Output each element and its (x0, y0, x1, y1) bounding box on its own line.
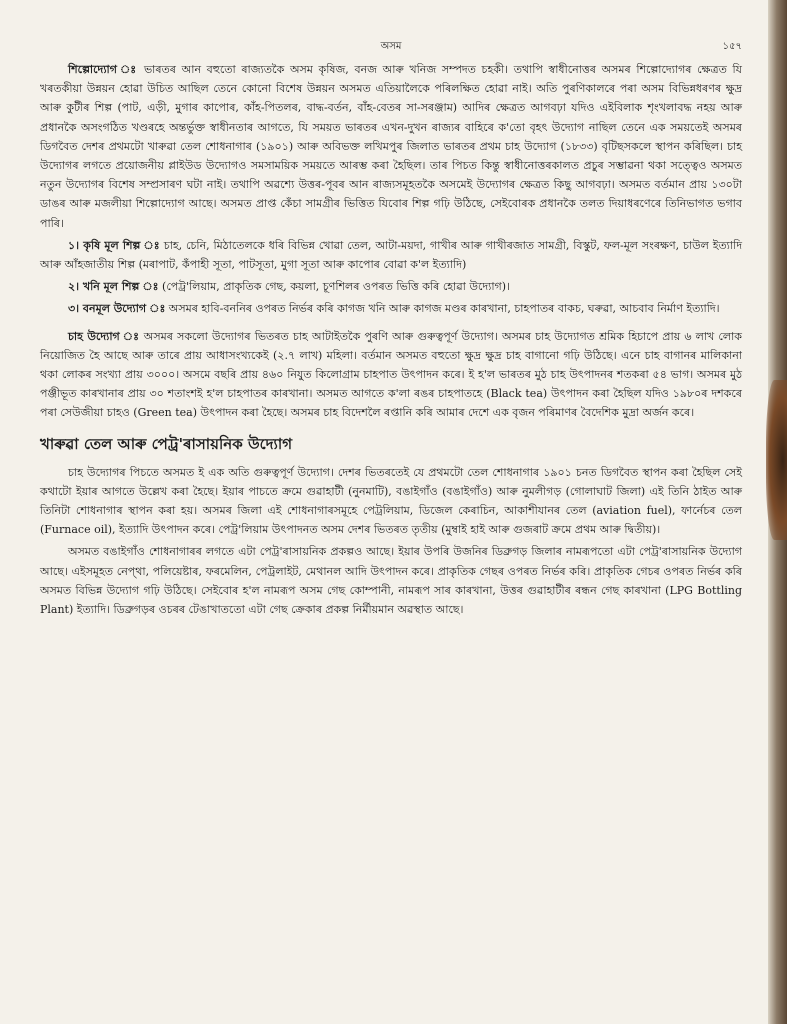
page-header (40, 40, 742, 54)
heading-industry: শিল্পোদ্যোগ ঃ (68, 63, 139, 76)
heading-mineral-based: ২। খনি মূল শিল্প ঃ (68, 280, 159, 294)
page-number: ১৫৭ (722, 41, 742, 52)
paragraph-petrochemical: অসমত বঙাইগাঁও শোধনাগাৰৰ লগতে এটা পেট্ৰ'ৰাসায়নিক প্ৰকল্পও আছে। ইয়াৰ উপৰি উজনিৰ ডিব্ৰুগড় জিলাৰ নামৰূপতো এটা পেট্ৰ'ৰাসায়নিক উদ্যোগ আছে। এইসমূহত নেপ্থা, পলিয়েষ্টাৰ, ফৰমেলিন, পেট্ৰলাইট, মেথানল আদি উৎপাদন কৰে। প্ৰাকৃতিক গেছৰ ওপৰত নিৰ্ভৰ কৰি। প্ৰাকৃতিক গেচৰ ওপৰত নিৰ্ভৰ কৰি অসমত বিভিন্ন উদ্যোগ গঢ়ি উঠিছে। সেইবোৰ হ'ল নামৰূপ অসম গেছ কোম্পানী, নামৰূপ সাৰ কাৰখানা, উত্তৰ গুৱাহাটীৰ ৰন্ধন গেছ কাৰখানা (LPG Bottling Plant) ইত্যাদি। ডিব্ৰুগড়ৰ ওচৰৰ টেঙাখাততো এটা গেছ ক্ৰেকাৰ প্ৰকল্প নিৰ্মীয়মান অৱস্থাত আছে। (40, 545, 742, 617)
text-industry-intro: ভাৰতৰ আন বহুতো ৰাজ্যতকৈ অসম কৃষিজ, বনজ আৰু খনিজ সম্পদত চহকী। তথাপি স্বাধীনোত্তৰ অসমৰ শিল্পোদ্যোগৰ ক্ষেত্ৰত যি খৰতকীয়া উন্নয়ন হোৱা উচিত আছিল তেনে কোনো বিশেষ উন্নয়ন অসমত এতিয়ালৈকে পৰিলক্ষিত হোৱা নাই। অতি পুৰণিকালৰে পৰা অসম বিভিন্নধৰণৰ ক্ষুদ্ৰ আৰু কুটীৰ শিল্প (পাট, এড়ী, মুগাৰ কাপোৰ, কাঁহ-পিতলৰ, বাদ্ধ-বৰ্তন, বাঁহ-বেতৰ সা-সৰঞ্জাম) আদিৰ ক্ষেত্ৰত আগবঢ়া যদিও এইবিলাক শৃংখলাবদ্ধ নহয় আৰু প্ৰধানকৈ অসংগঠিত খণ্ডৰহে অন্তৰ্ভুক্ত স্বাধীনতাৰ আগতে, যি সময়ত ভাৰতৰ এখন-দুখন ৰাজ্যৰ বাহিৰে ক'তো বৃহৎ উদ্যোগ নাছিল তেনে এক সময়তেই অসমৰ ডিগবৈত দেশৰ প্ৰথমটো খাৰুৱা তেল শোধনাগাৰ (১৯০১) আৰু অবিভক্ত লখিমপুৰ জিলাত ভাৰতৰ প্ৰথম চাহ উদ্যোগ (১৮৩৩) বৃটিছসকলে স্থাপন কৰিছিল। চাহ উদ্যোগৰ লগতে প্ৰয়োজনীয় প্লাইউড উদ্যোগও সমসাময়িক সময়তে আৰম্ভ কৰা হৈছিল। তাৰ পিচত কিন্তু স্বাধীনোত্তৰকালত প্ৰচুৰ সম্ভাৱনা থকা সত্ত্বেও অসমত নতুন উদ্যোগৰ বিশেষ সম্প্ৰসাৰণ ঘটা নাই। তথাপি অৱশ্যে উত্তৰ-পূবৰ আন ৰাজ্যসমূহতকৈ অসমেই উদ্যোগৰ ক্ষেত্ৰত কিছু আগবঢ়া। অসমত বৰ্তমান প্ৰায় ১৩০টা ডাঙৰ আৰু মজলীয়া শিল্পোদ্যোগ আছে। অসমত প্ৰাপ্ত কেঁচা সামগ্ৰীৰ ভিত্তিত যিবোৰ শিল্প গঢ়ি উঠিছে, সেইবোৰক প্ৰধানকৈ তলত দিয়াধৰণেৰে তিনিভাগত ভগাব পাৰি। (40, 63, 742, 230)
paragraph-agro-based (40, 236, 742, 274)
heading-tea-industry: চাহ উদ্যোগ ঃ (68, 329, 140, 343)
finger-shadow (766, 380, 787, 540)
heading-agro-based: ১। কৃষি মূল শিল্প ঃ (68, 238, 160, 252)
paragraph-tea-industry (40, 327, 742, 423)
paragraph-mineral-based (40, 277, 742, 296)
running-title: অসম (380, 41, 402, 52)
text-forest-based: অসমৰ হাবি-বননিৰ ওপৰত নিৰ্ভৰ কৰি কাগজ খনি আৰু কাগজ মণ্ডৰ কাৰখানা, চাহপাতৰ বাকচ, ঘৰুৱা, আচবাব নিৰ্মাণ ইত্যাদি। (165, 302, 720, 316)
paragraph-industry-intro (40, 60, 742, 233)
text-mineral-based: (পেট্ৰ'লিয়াম, প্ৰাকৃতিক গেছ, কয়লা, চূণশিলৰ ওপৰত ভিত্তি কৰি হোৱা উদ্যোগ)। (158, 280, 510, 294)
paragraph-oil-refineries: চাহ উদ্যোগৰ পিচতে অসমত ই এক অতি গুৰুত্বপূৰ্ণ উদ্যোগ। দেশৰ ভিতৰতেই যে প্ৰথমটো তেল শোধনাগাৰ ১৯০১ চনত ডিগবৈত স্থাপন কৰা হৈছিল সেই কথাটো ইয়াৰ আগতে উল্লেখ কৰা হৈছে। ইয়াৰ পাচতে ক্ৰমে গুৱাহাটী (নুনমাটি), বঙাইগাঁও (বঙাইগাঁও) আৰু নুমলীগড় (গোলাঘাট জিলা) এই তিনি ঠাইত আৰু তিনিটা শোধনাগাৰ স্থাপন কৰা হয়। অসমৰ জিলা এই শোধনাগাৰসমূহে পেট্ৰলিয়াম, ডিজেল কেৰাচিন, আকাশীযানৰ তেল (aviation fuel), ফাৰ্নেচৰ তেল (Furnace oil), ইত্যাদি উৎপাদন কৰে। পেট্ৰ'লিয়াম উৎপাদনত অসম দেশৰ ভিতৰত তৃতীয় (মুম্বাই হাই আৰু গুজৰাট ক্ৰমে প্ৰথম আৰু দ্বিতীয়)। (40, 465, 742, 537)
section-title-oil-petrochemical: খাৰুৱা তেল আৰু পেট্ৰ'ৰাসায়নিক উদ্যোগ (40, 434, 293, 453)
text-tea-industry: অসমৰ সকলো উদ্যোগৰ ভিতৰত চাহ আটাইতকৈ পুৰণি আৰু গুৰুত্বপূৰ্ণ উদ্যোগ। অসমৰ চাহ উদ্যোগত শ্ৰমিক হিচাপে প্ৰায় ৬ লাখ লোক নিয়োজিত হৈ আছে আৰু তাৰে প্ৰায় আধাসংখ্যকেই (২.৭ লাখ) মহিলা। বৰ্তমান অসমত বহুতো ক্ষুদ্ৰ ক্ষুদ্ৰ চাহ বাগানো গঢ়ি উঠিছে। এনে চাহ বাগানৰ মালিকানা থকা লোকৰ সংখ্যা প্ৰায় ৩০০০। অসমে বছৰি প্ৰায় ৪৬০ নিযুত কিলোগ্ৰাম চাহপাত উৎপাদন কৰে। ই হ'ল ভাৰতৰ মুঠ চাহ উৎপাদনৰ শতকৰা ৫৪ ভাগ। অসমৰ মুঠ পঞ্জীভূত কাৰখানাৰ প্ৰায় ৩০ শতাংশই হ'ল চাহপাতৰ কাৰখানা। অসমত আগতে ক'লা ৰঙৰ চাহপাতহে (Black tea) উৎপাদন কৰা হৈছিল যদিও ১৯৮০ৰ দশকৰে পৰা সেউজীয়া চাহও (Green tea) উৎপাদন কৰা হৈছে। অসমৰ চাহ বিদেশলৈ ৰপ্তানি কৰি আমাৰ দেশে এক বৃজন পৰিমাণৰ বৈদেশিক মুদ্ৰা অৰ্জন কৰে। (40, 329, 742, 420)
heading-forest-based: ৩। বনমূল উদ্যোগ ঃ (68, 302, 166, 316)
paragraph-forest-based (40, 299, 742, 318)
text-agro-based: চাহ, চেনি, মিঠাতেলকে ধৰি বিভিন্ন খোৱা তেল, আটা-ময়দা, গাখীৰ আৰু গাখীৰজাত সামগ্ৰী, বিস্কুট, ফল-মূল সংৰক্ষণ, চাউল ইত্যাদি আৰু আঁহজাতীয় শিল্প (মৰাপাট, কঁপাহী সূতা, পাটসূতা, মুগা সূতা আৰু কাপোৰ বোৱা ক'ল ইত্যাদি) (40, 238, 742, 272)
